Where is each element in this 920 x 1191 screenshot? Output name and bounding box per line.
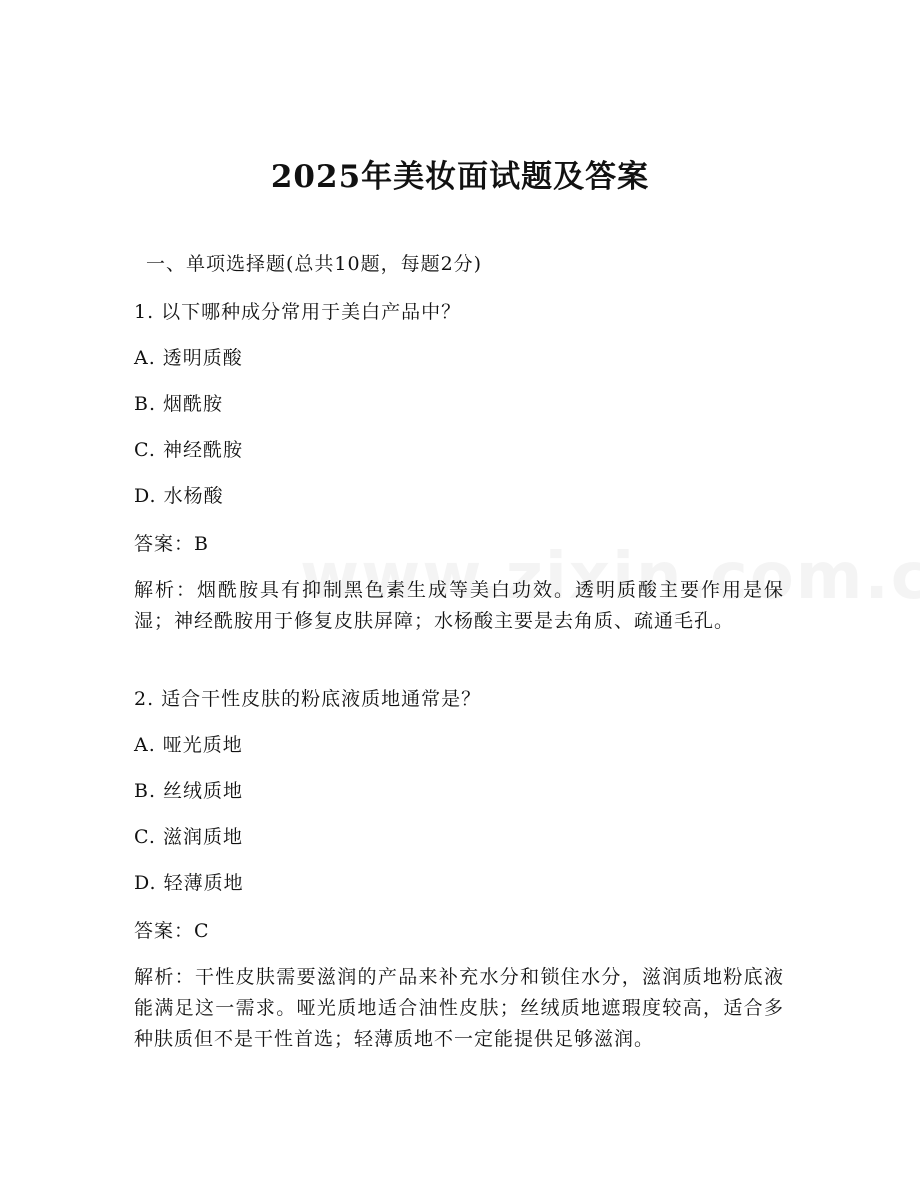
question-1-option-d: D. 水杨酸: [134, 485, 224, 507]
question-1-explanation: 解析：烟酰胺具有抑制黑色素生成等美白功效。透明质酸主要作用是保湿；神经酰胺用于修复皮肤屏障；水杨酸主要是去角质、疏通毛孔。: [134, 579, 784, 632]
question-2-answer: 答案：C: [134, 920, 210, 942]
question-2-option-c: C. 滋润质地: [134, 826, 243, 848]
question-2-option-a: A. 哑光质地: [134, 734, 243, 756]
question-2-explanation: 解析：干性皮肤需要滋润的产品来补充水分和锁住水分，滋润质地粉底液能满足这一需求。哑光质地适合油性皮肤；丝绒质地遮瑕度较高，适合多种肤质但不是干性首选；轻薄质地不一定能提供足够滋润。: [134, 966, 784, 1050]
question-1-option-c: C. 神经酰胺: [134, 439, 243, 461]
question-1-option-a: A. 透明质酸: [134, 347, 243, 369]
question-2-option-d: D. 轻薄质地: [134, 872, 244, 894]
question-1-answer: 答案：B: [134, 533, 209, 555]
question-2-text: 2. 适合干性皮肤的粉底液质地通常是？: [134, 688, 482, 710]
question-1-text: 1. 以下哪种成分常用于美白产品中？: [134, 301, 462, 323]
page-title: 2025年美妆面试题及答案: [270, 159, 650, 195]
question-1-option-b: B. 烟酰胺: [134, 393, 224, 415]
question-2-option-b: B. 丝绒质地: [134, 780, 244, 802]
section-heading: 一、单项选择题(总共10题，每题2分): [146, 253, 483, 275]
